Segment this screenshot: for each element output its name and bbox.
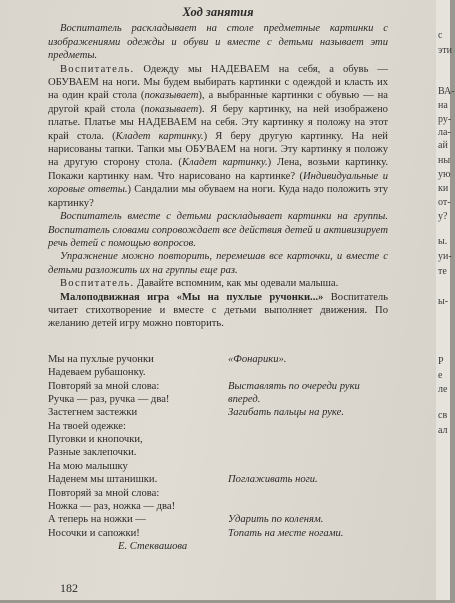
poem-line: На твоей одежке: [48,420,126,432]
action-note: вперед. [228,393,261,405]
poem-line: А теперь на ножки — [48,514,146,526]
poem-line: Наденем мы штанишки. [48,474,158,486]
poem-line: Носочки и сапожки! [48,527,140,539]
action-note: Ударить по коленям. [228,514,324,526]
poem-line: Ножка — раз, ножка — два! [48,501,176,513]
poem-line: Застегнем застежки [48,407,138,419]
action-note: Поглаживать ноги. [228,474,318,486]
action-note: Выставлять по очереди руки [228,380,360,392]
action-note: «Фонарики». [228,353,287,365]
poem-line: Пуговки и кнопочки, [48,434,143,446]
poem-actions [228,353,398,540]
poem-block [48,353,388,603]
poem-text [48,353,213,554]
page-content [48,6,388,603]
poem-line: Надеваем рубашонку. [48,367,146,379]
paragraph-repeat: Упражнение можно повторить, перемешав все карточки, и вместе с детьми разложить их на группы еще раз. [48,251,388,276]
poem-line: Повторяй за мной слова: [48,487,160,499]
poem-line: На мою малышку [48,460,128,472]
page-number: 182 [60,581,78,595]
paragraph-grouping: Воспитатель вместе с детьми раскладывает картинки на группы. Воспитатель словами сопровождает все действия детей и активизирует речь детей с помощью вопросов. [48,211,388,249]
paragraph-game: Малоподвижная игра «Мы на пухлые ручонки...» Воспитатель читает стихотворение и вместе с детьми выполняет движения. По желанию детей игру можно повторить. [48,291,389,330]
action-note: Загибать пальцы на руке. [228,407,344,419]
poem-line: Повторяй за мной слова: [48,380,160,392]
poem-line: Мы на пухлые ручонки [48,353,154,365]
paragraph-dialogue: Воспитатель. Одежду мы НАДЕВАЕМ на себя, а обувь — ОБУВАЕМ на ноги. Мы будем выбирать картинки с одеждой и класть их на один край стола (показывает), а выбранные картинки с обувью — на другой край стола (показывает). Я беру картинку, на ней изображено платье. Платье мы НАДЕВАЕМ на себя. Эту картинку я положу на этот край стола. (Кладет картинку.) Я беру другую картинку. На ней нарисованы тапки. Тапки мы ОБУВАЕМ на ноги. Эту картинку я положу на другую сторону стола. (Кладет картинку.) Лена, возьми картинку. Покажи картинку нам. Что нарисовано на картинке? (Индивидуальные и хоровые ответы.) Сандалии мы обуваем на ноги. Куда надо положить эту картинку? [48,63,388,209]
next-page-edge: с эти ВА- на ру- ла- ай ны ую ки от- у? ы. уи- те ы- Р е ле св ал [436,0,450,600]
paragraph-intro: Воспитатель раскладывает на столе предметные картинки с изображениями одежды и обуви и вместе с детьми называет эти предметы. [48,23,388,62]
paragraph-recall: Воспитатель. Давайте вспомним, как мы одевали малыша. [60,278,339,290]
section-title: Ход занятия [182,5,254,19]
poem-author: Е. Стеквашова [118,541,188,553]
action-note: Топать на месте ногами. [228,527,344,539]
poem-line: Ручка — раз, ручка — два! [48,393,170,405]
poem-line: Разные заклепочки. [48,447,137,459]
